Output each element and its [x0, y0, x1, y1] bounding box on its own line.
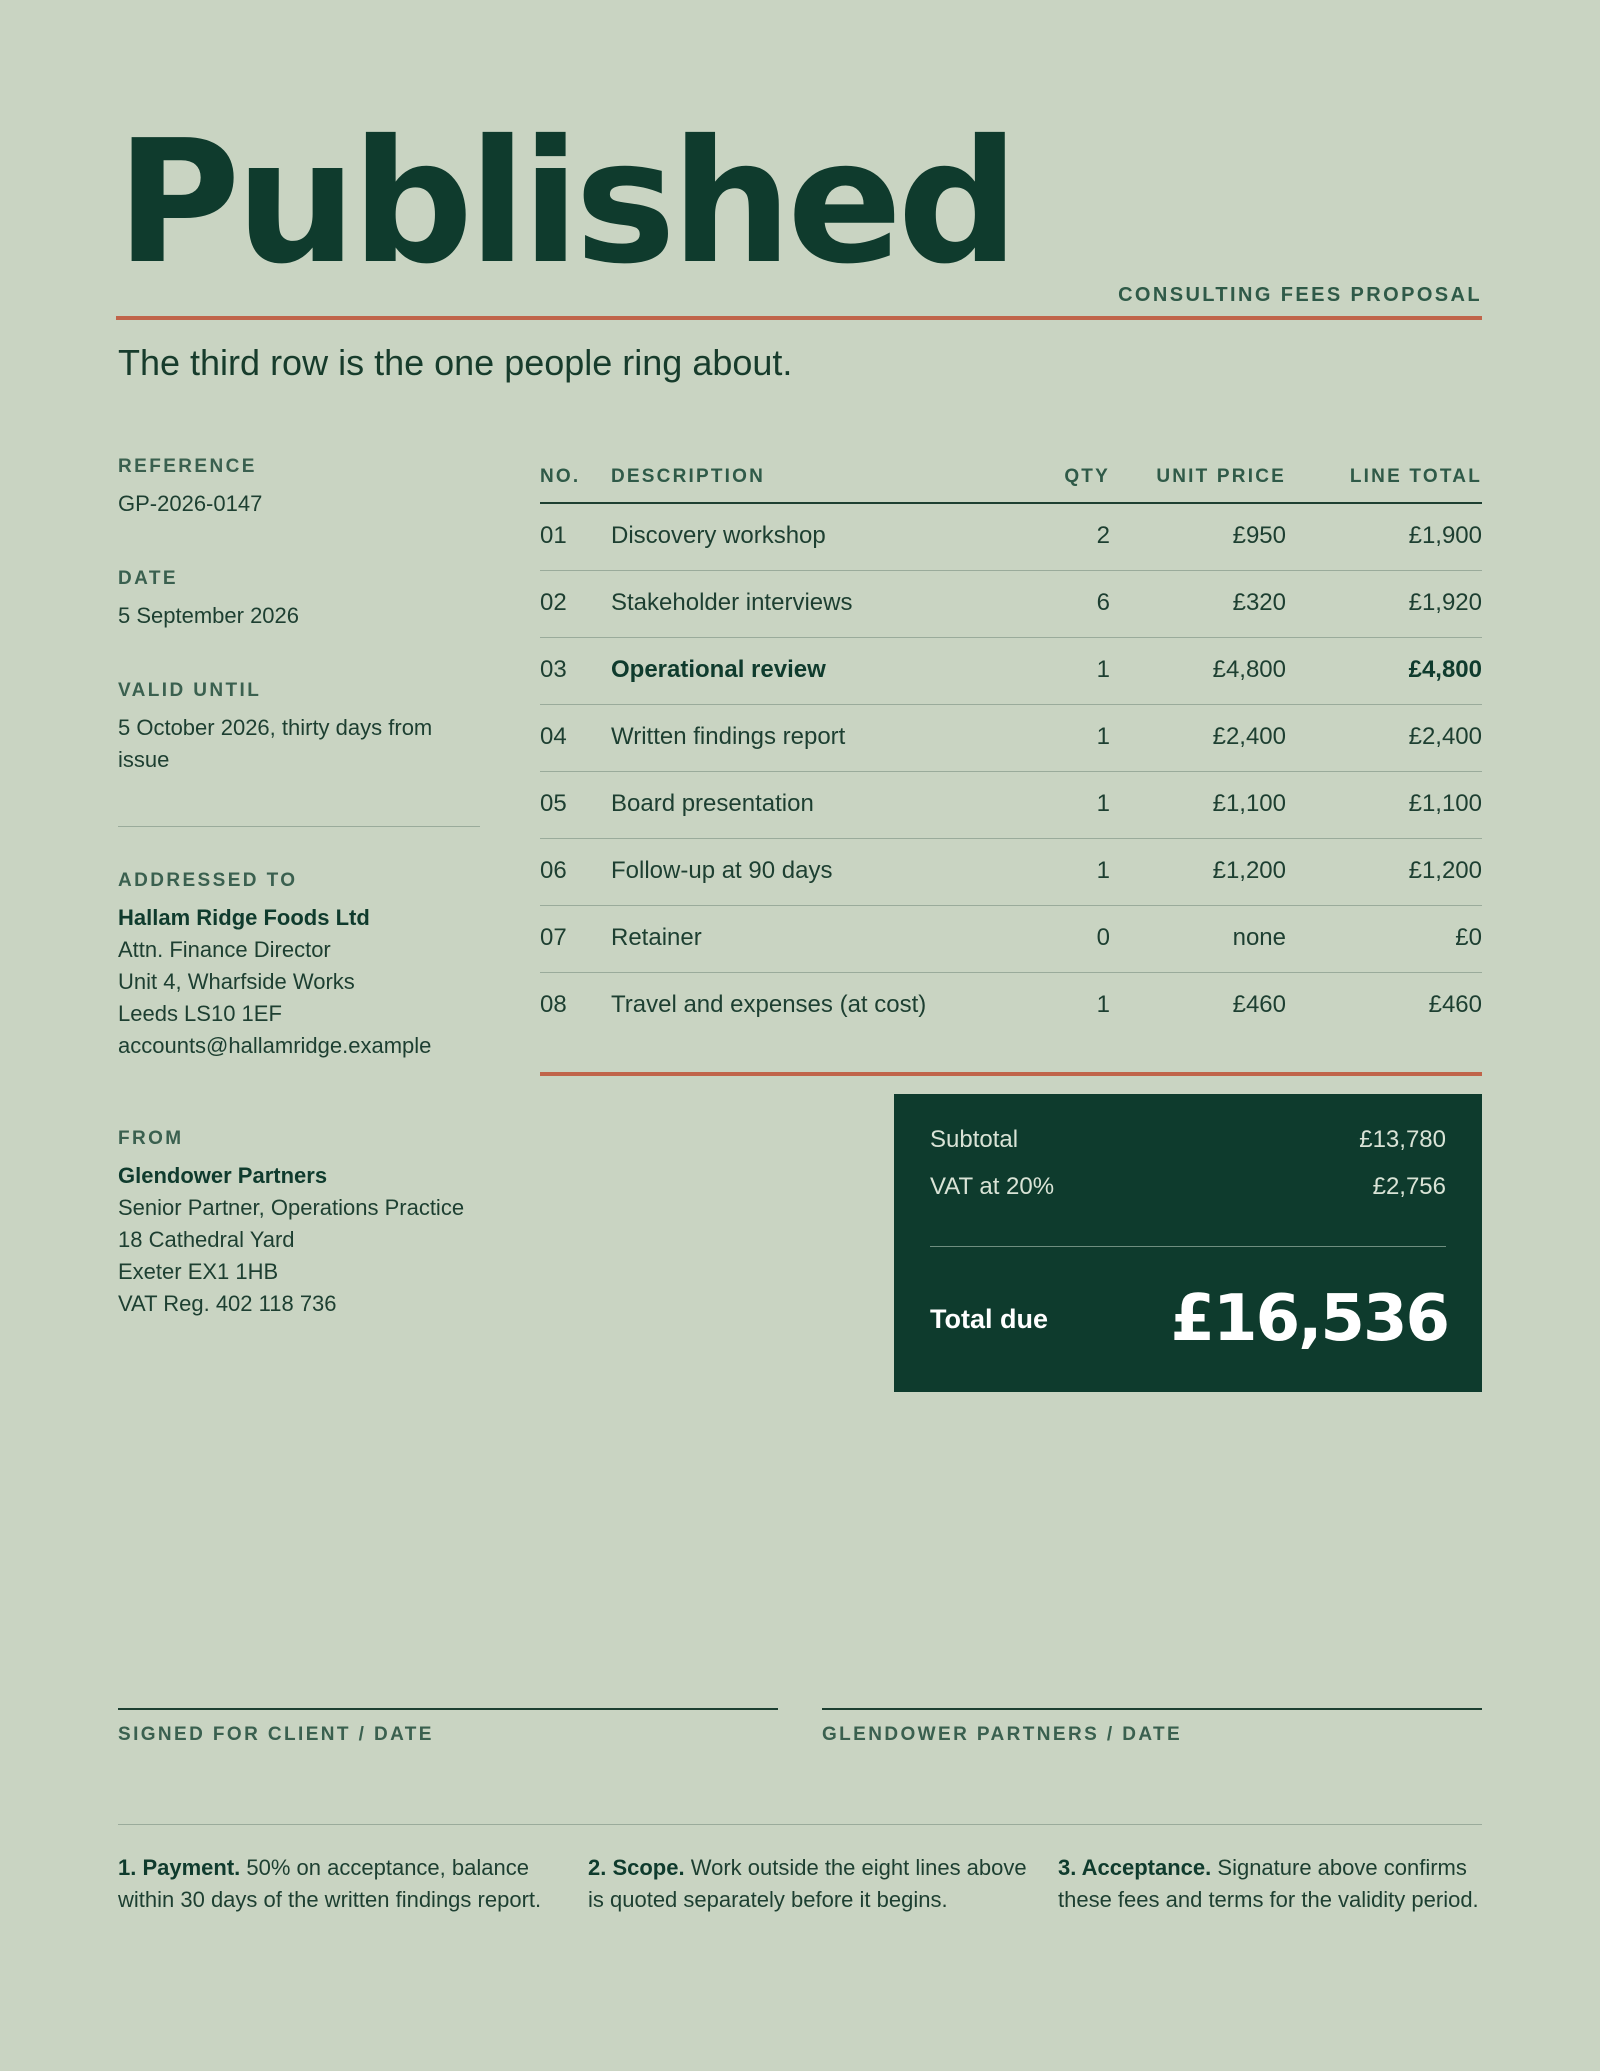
- row-no: 03: [540, 656, 567, 683]
- addressed-to-block: [118, 870, 480, 1062]
- fees-table: [540, 466, 1482, 1039]
- row-description: Discovery workshop: [611, 522, 826, 549]
- term-text: Work outside the eight lines above is quoted separately before it begins.: [588, 1855, 1027, 1912]
- term-acceptance: [1058, 1852, 1498, 1916]
- reference-label: REFERENCE: [118, 456, 257, 477]
- table-row: [540, 973, 1482, 1039]
- vat-amount: £2,756: [1372, 1173, 1446, 1200]
- row-qty: 1: [1096, 656, 1110, 683]
- row-line-total: £4,800: [1408, 656, 1482, 683]
- row-unit-price: £320: [1232, 589, 1286, 616]
- term-title: 3. Acceptance.: [1058, 1855, 1212, 1880]
- client-line: Attn. Finance Director: [118, 937, 331, 962]
- row-qty: 1: [1096, 991, 1110, 1018]
- row-description: Follow-up at 90 days: [611, 857, 833, 884]
- page-title: Published: [116, 104, 1015, 302]
- firm-line: Exeter EX1 1HB: [118, 1259, 279, 1284]
- row-line-total: £1,900: [1408, 522, 1482, 549]
- row-qty: 1: [1096, 857, 1110, 884]
- col-header-description: DESCRIPTION: [611, 466, 766, 487]
- document-type: CONSULTING FEES PROPOSAL: [1118, 284, 1482, 306]
- row-qty: 0: [1096, 924, 1110, 951]
- totals-box: [894, 1094, 1482, 1392]
- row-no: 07: [540, 924, 567, 951]
- table-row-highlighted: [540, 638, 1482, 705]
- reference-value: GP-2026-0147: [118, 491, 263, 516]
- firm-signature-line[interactable]: [822, 1708, 1482, 1710]
- row-line-total: £460: [1428, 991, 1482, 1018]
- firm-signature-block[interactable]: [822, 1708, 1482, 1746]
- term-title: 2. Scope.: [588, 1855, 685, 1880]
- reference-block: [118, 456, 480, 520]
- row-description: Travel and expenses (at cost): [611, 991, 927, 1018]
- table-row: [540, 772, 1482, 839]
- date-label: DATE: [118, 568, 178, 589]
- table-row: [540, 839, 1482, 906]
- col-header-qty: QTY: [1064, 466, 1110, 487]
- valid-until-value: 5 October 2026, thirty days from issue: [118, 715, 433, 772]
- totals-divider: [930, 1246, 1446, 1247]
- row-unit-price: £950: [1232, 522, 1286, 549]
- table-row: [540, 705, 1482, 772]
- client-line: Unit 4, Wharfside Works: [118, 969, 355, 994]
- col-header-no: NO.: [540, 466, 581, 487]
- addressed-to-address: [118, 902, 480, 1062]
- firm-vat: VAT Reg. 402 118 736: [118, 1291, 337, 1316]
- subtotal-amount: £13,780: [1359, 1126, 1446, 1153]
- row-line-total: £2,400: [1408, 723, 1482, 750]
- subtotal-label: Subtotal: [930, 1126, 1019, 1153]
- row-unit-price: £1,100: [1212, 790, 1286, 817]
- from-block: [118, 1128, 480, 1320]
- row-unit-price: £4,800: [1212, 656, 1286, 683]
- firm-line: 18 Cathedral Yard: [118, 1227, 295, 1252]
- firm-signature-label: GLENDOWER PARTNERS / DATE: [822, 1724, 1183, 1745]
- date-value: 5 September 2026: [118, 603, 300, 628]
- total-due-amount: £16,536: [1170, 1282, 1448, 1356]
- valid-until-label: VALID UNTIL: [118, 680, 262, 701]
- row-description: Retainer: [611, 924, 702, 951]
- row-description: Written findings report: [611, 723, 846, 750]
- row-unit-price: £460: [1232, 991, 1286, 1018]
- valid-until-block: [118, 680, 480, 776]
- term-text: Signature above confirms these fees and terms for the validity period.: [1058, 1855, 1479, 1912]
- row-unit-price: £2,400: [1212, 723, 1286, 750]
- row-qty: 6: [1096, 589, 1110, 616]
- row-no: 04: [540, 723, 567, 750]
- addressed-to-label: ADDRESSED TO: [118, 870, 298, 891]
- table-row: [540, 504, 1482, 571]
- from-address: [118, 1160, 480, 1320]
- vat-line: [930, 1173, 1446, 1201]
- row-line-total: £1,200: [1408, 857, 1482, 884]
- row-line-total: £1,920: [1408, 589, 1482, 616]
- date-block: [118, 568, 480, 632]
- term-scope: [588, 1852, 1028, 1916]
- client-signature-label: SIGNED FOR CLIENT / DATE: [118, 1724, 434, 1745]
- row-no: 06: [540, 857, 567, 884]
- row-no: 08: [540, 991, 567, 1018]
- client-name: Hallam Ridge Foods Ltd: [118, 905, 370, 930]
- row-qty: 1: [1096, 790, 1110, 817]
- col-header-unit-price: UNIT PRICE: [1156, 466, 1286, 487]
- header-accent-rule: [116, 316, 1482, 320]
- firm-name: Glendower Partners: [118, 1163, 328, 1188]
- table-row: [540, 571, 1482, 638]
- client-line: Leeds LS10 1EF: [118, 1001, 282, 1026]
- side-divider: [118, 826, 480, 827]
- tagline: The third row is the one people ring about.: [118, 342, 793, 383]
- firm-line: Senior Partner, Operations Practice: [118, 1195, 465, 1220]
- col-header-line-total: LINE TOTAL: [1349, 466, 1482, 487]
- term-title: 1. Payment.: [118, 1855, 241, 1880]
- client-email[interactable]: accounts@hallamridge.example: [118, 1033, 432, 1058]
- subtotal-line: [930, 1126, 1446, 1154]
- row-description: Operational review: [611, 656, 826, 683]
- vat-label: VAT at 20%: [930, 1173, 1055, 1200]
- table-accent-rule: [540, 1072, 1482, 1076]
- row-no: 02: [540, 589, 567, 616]
- row-line-total: £0: [1455, 924, 1482, 951]
- row-line-total: £1,100: [1408, 790, 1482, 817]
- client-signature-block[interactable]: [118, 1708, 778, 1746]
- from-label: FROM: [118, 1128, 184, 1149]
- row-qty: 1: [1096, 723, 1110, 750]
- table-row: [540, 906, 1482, 973]
- row-no: 01: [540, 522, 567, 549]
- total-due-label: Total due: [930, 1304, 1048, 1334]
- row-description: Stakeholder interviews: [611, 589, 853, 616]
- row-qty: 2: [1096, 522, 1110, 549]
- term-payment: [118, 1852, 558, 1916]
- row-no: 05: [540, 790, 567, 817]
- row-unit-price: £1,200: [1212, 857, 1286, 884]
- client-signature-line[interactable]: [118, 1708, 778, 1710]
- terms-divider: [118, 1824, 1482, 1825]
- row-unit-price: none: [1232, 924, 1286, 951]
- row-description: Board presentation: [611, 790, 814, 817]
- term-text: 50% on acceptance, balance within 30 days of the written findings report.: [118, 1855, 542, 1912]
- table-header: [540, 466, 1482, 504]
